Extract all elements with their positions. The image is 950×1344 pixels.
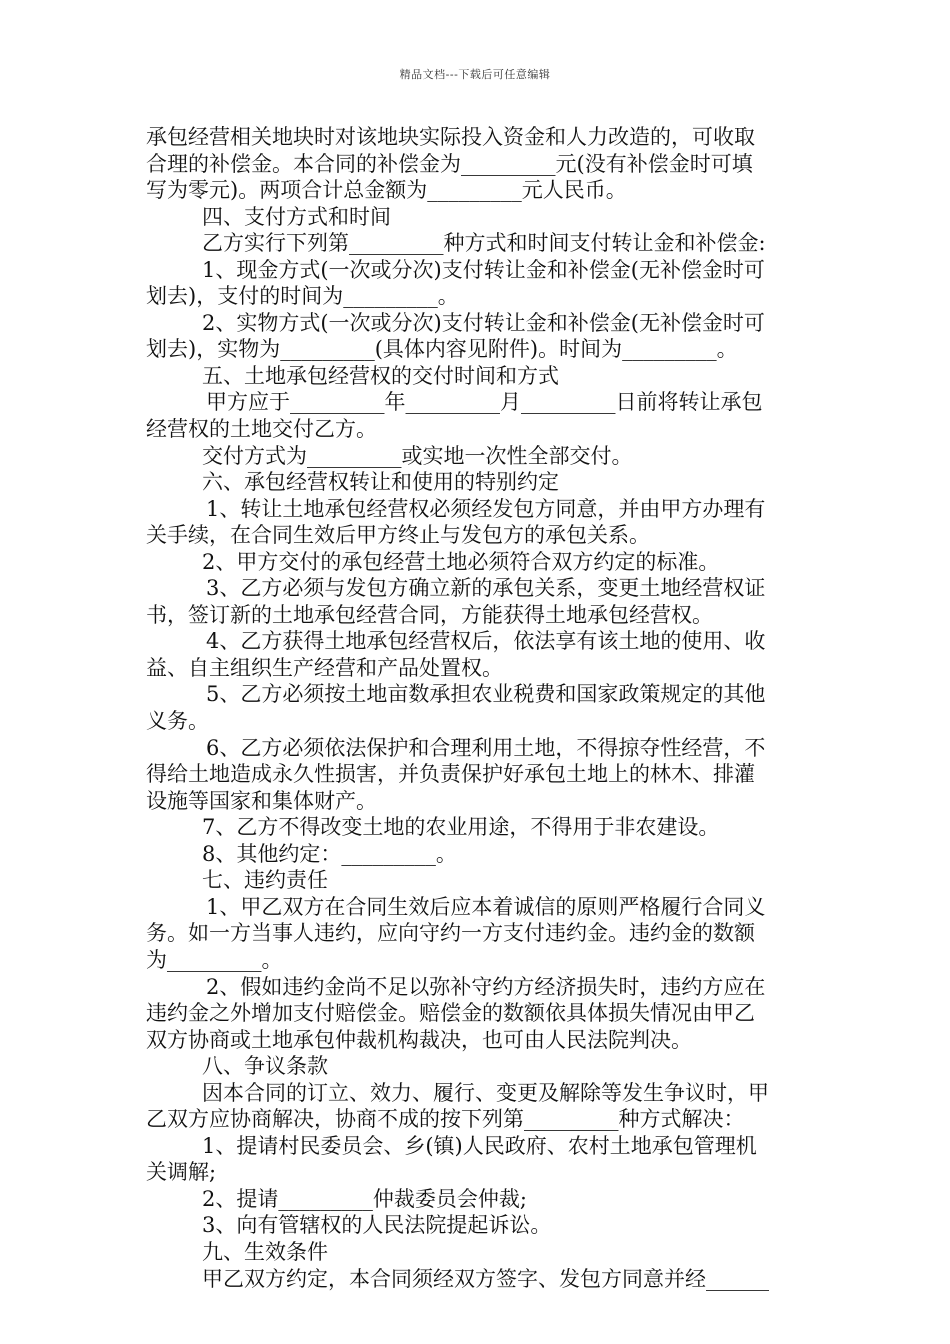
text-line: 4、乙方获得土地承包经营权后，依法享有该土地的使用、收: [206, 629, 766, 654]
text-line: 7、乙方不得改变土地的农业用途，不得用于非农建设。: [202, 815, 720, 840]
text-line: 七、违约责任: [202, 868, 328, 893]
text-line: 1、提请村民委员会、乡(镇)人民政府、农村土地承包管理机: [202, 1133, 757, 1158]
text-line: 1、转让土地承包经营权必须经发包方同意，并由甲方办理有: [206, 496, 766, 521]
text-line: 6、乙方必须依法保护和合理利用土地，不得掠夺性经营，不: [206, 735, 766, 760]
text-line: 划去)，实物为_________(具体内容见附件)。时间为_________。: [146, 337, 738, 362]
text-line: 2、甲方交付的承包经营土地必须符合双方约定的标准。: [202, 549, 720, 574]
page-header: 精品文档---下载后可任意编辑: [399, 68, 551, 81]
text-line: 经营权的土地交付乙方。: [146, 417, 377, 442]
text-line: 3、乙方必须与发包方确立新的承包关系，变更土地经营权证: [206, 576, 766, 601]
text-line: 四、支付方式和时间: [202, 204, 391, 229]
text-line: 书，签订新的土地承包经营合同，方能获得土地承包经营权。: [146, 602, 713, 627]
text-line: 义务。: [146, 709, 209, 734]
text-line: 合理的补偿金。本合同的补偿金为_________元(没有补偿金时可填: [146, 151, 753, 176]
text-line: 甲乙双方约定，本合同须经双方签字、发包方同意并经______: [202, 1266, 769, 1291]
text-line: 乙双方应协商解决，协商不成的按下列第_________种方式解决：: [146, 1107, 745, 1132]
text-line: 关手续，在合同生效后甲方终止与发包方的承包关系。: [146, 523, 650, 548]
text-line: 承包经营相关地块时对该地块实际投入资金和人力改造的，可收取: [146, 125, 755, 149]
document-body: [146, 124, 810, 1292]
text-line: 2、假如违约金尚不足以弥补守约方经济损失时，违约方应在: [206, 974, 766, 999]
text-line: 写为零元)。两项合计总金额为_________元人民币。: [146, 178, 627, 203]
text-line: 乙方实行下列第_________种方式和时间支付转让金和补偿金:: [202, 231, 766, 256]
text-line: 2、实物方式(一次或分次)支付转让金和补偿金(无补偿金时可: [202, 310, 765, 335]
text-line: 设施等国家和集体财产。: [146, 788, 377, 813]
text-line: 五、土地承包经营权的交付时间和方式: [202, 363, 559, 388]
text-line: 六、承包经营权转让和使用的特别约定: [202, 470, 559, 495]
text-line: 得给土地造成永久性损害，并负责保护好承包土地上的林木、排灌: [146, 762, 755, 787]
text-line: 甲方应于_________年_________月_________日前将转让承包: [206, 390, 763, 415]
text-line: 因本合同的订立、效力、履行、变更及解除等发生争议时，甲: [202, 1080, 769, 1105]
text-line: 九、生效条件: [202, 1239, 328, 1264]
text-line: 交付方式为_________或实地一次性全部交付。: [202, 443, 633, 468]
text-line: 3、向有管辖权的人民法院提起诉讼。: [202, 1213, 552, 1238]
text-line: 八、争议条款: [202, 1054, 328, 1079]
text-line: 益、自主组织生产经营和产品处置权。: [146, 655, 503, 680]
text-line: 违约金之外增加支付赔偿金。赔偿金的数额依具体损失情况由甲乙: [146, 1001, 755, 1026]
text-line: 5、乙方必须按土地亩数承担农业税费和国家政策规定的其他: [206, 682, 766, 707]
text-line: 划去)，支付的时间为_________。: [146, 284, 459, 309]
text-line: 务。如一方当事人违约，应向守约一方支付违约金。违约金的数额: [146, 921, 755, 946]
text-line: 1、甲乙双方在合同生效后应本着诚信的原则严格履行合同义: [206, 894, 766, 919]
text-line: 2、提请_________仲裁委员会仲裁;: [202, 1186, 527, 1211]
text-line: 关调解;: [146, 1160, 217, 1185]
text-line: 1、现金方式(一次或分次)支付转让金和补偿金(无补偿金时可: [202, 257, 765, 282]
text-line: 8、其他约定：_________。: [202, 841, 457, 866]
text-line: 为_________。: [146, 947, 283, 972]
text-line: 双方协商或土地承包仲裁机构裁决，也可由人民法院判决。: [146, 1027, 692, 1052]
